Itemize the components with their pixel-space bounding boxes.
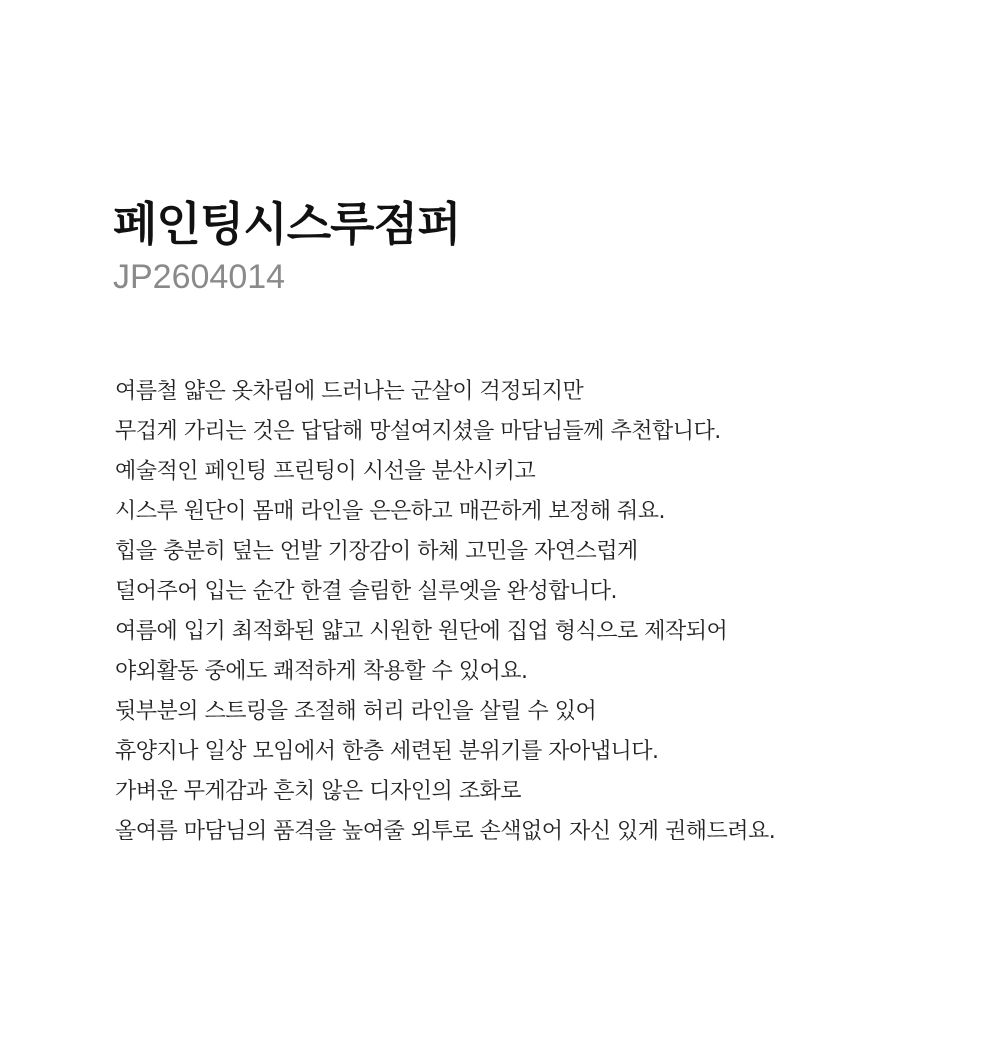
description-line: 여름철 얇은 옷차림에 드러나는 군살이 걱정되지만 bbox=[115, 379, 584, 404]
description-line: 올여름 마담님의 품격을 높여줄 외투로 손색없어 자신 있게 권해드려요. bbox=[115, 819, 776, 844]
description-line: 가벼운 무게감과 흔치 않은 디자인의 조화로 bbox=[115, 779, 522, 804]
description-line: 뒷부분의 스트링을 조절해 허리 라인을 살릴 수 있어 bbox=[115, 699, 597, 724]
description-line: 시스루 원단이 몸매 라인을 은은하고 매끈하게 보정해 줘요. bbox=[115, 499, 665, 524]
description-line: 예술적인 페인팅 프린팅이 시선을 분산시키고 bbox=[115, 459, 536, 484]
description-line: 휴양지나 일상 모임에서 한층 세련된 분위기를 자아냅니다. bbox=[115, 739, 659, 764]
description-line: 덜어주어 입는 순간 한결 슬림한 실루엣을 완성합니다. bbox=[115, 579, 617, 604]
description-line: 힙을 충분히 덮는 언발 기장감이 하체 고민을 자연스럽게 bbox=[115, 539, 638, 564]
description-line: 여름에 입기 최적화된 얇고 시원한 원단에 집업 형식으로 제작되어 bbox=[115, 619, 728, 644]
description-line: 무겁게 가리는 것은 답답해 망설여지셨을 마담님들께 추천합니다. bbox=[115, 419, 721, 444]
product-header bbox=[113, 196, 933, 298]
description-line: 야외활동 중에도 쾌적하게 착용할 수 있어요. bbox=[115, 659, 528, 684]
product-description bbox=[115, 372, 975, 852]
product-code: JP2604014 bbox=[113, 258, 286, 296]
product-title: 페인팅시스루점퍼 bbox=[113, 197, 461, 251]
